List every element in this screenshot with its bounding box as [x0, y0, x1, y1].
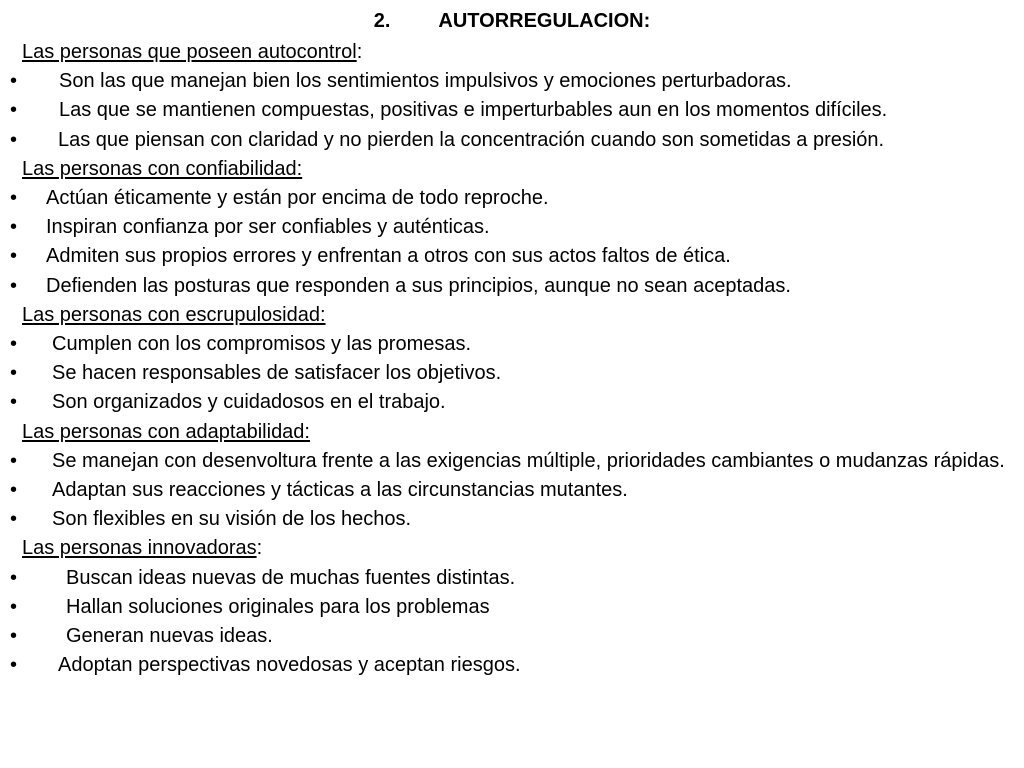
list-item [10, 388, 1014, 417]
list-item-text: Se manejan con desenvoltura frente a las exigencias múltiple, prioridades cambiantes o mudanzas rápidas. [52, 449, 1005, 472]
list-item-text: Adoptan perspectivas novedosas y aceptan riesgos. [58, 654, 521, 677]
section-title: Las personas con escrupulosidad: [22, 303, 326, 326]
list-item-text: Adaptan sus reacciones y tácticas a las circunstancias mutantes. [52, 479, 628, 502]
list-item-text: Defienden las posturas que responden a sus principios, aunque no sean aceptadas. [46, 274, 791, 297]
bullet-icon: • [10, 391, 18, 414]
section-escrupulosidad [10, 301, 1014, 418]
list-item-text: Cumplen con los compromisos y las promesas. [52, 333, 472, 356]
list-item-text: Se hacen responsables de satisfacer los objetivos. [52, 362, 502, 385]
section-title: Las personas que poseen autocontrol: [22, 41, 363, 63]
bullet-icon: • [10, 595, 18, 618]
list-item [10, 184, 1014, 213]
bullet-icon: • [10, 566, 18, 589]
section-title: Las personas innovadoras: [22, 537, 263, 560]
list-item [10, 447, 1014, 476]
bullet-icon: • [10, 245, 18, 268]
bullet-icon: • [10, 333, 18, 356]
bullet-icon: • [10, 187, 18, 210]
page-heading [10, 4, 1014, 38]
bullet-icon: • [10, 449, 18, 472]
bullet-icon: • [10, 508, 18, 531]
list-item-text: Generan nuevas ideas. [66, 625, 273, 648]
list-item-text: Las que piensan con claridad y no pierden la concentración cuando son sometidas a presión. [58, 128, 885, 151]
list-item-text: Admiten sus propios errores y enfrentan a otros con sus actos faltos de ética. [46, 245, 731, 268]
section-title: Las personas con adaptabilidad: [22, 420, 310, 443]
list-item [10, 593, 1014, 622]
list-item [10, 359, 1014, 388]
list-item [10, 651, 1014, 680]
bullet-icon: • [10, 479, 18, 502]
list-item [10, 67, 1014, 96]
list-item-text: Las que se mantienen compuestas, positivas e imperturbables aun en los momentos difíciles. [59, 99, 888, 122]
section-autocontrol [10, 38, 1014, 155]
list-item [10, 213, 1014, 242]
heading-number: 2. [373, 10, 391, 32]
bullet-icon: • [10, 128, 18, 151]
bullet-icon: • [10, 99, 18, 122]
section-title: Las personas con confiabilidad: [22, 157, 303, 180]
bullet-icon: • [10, 216, 18, 239]
list-item-text: Inspiran confianza por ser confiables y auténticas. [46, 216, 490, 239]
bullet-icon: • [10, 654, 18, 677]
list-item [10, 622, 1014, 651]
section-confiabilidad [10, 155, 1014, 301]
bullet-icon: • [10, 274, 18, 297]
list-item-text: Actúan éticamente y están por encima de todo reproche. [46, 187, 549, 210]
list-item-text: Buscan ideas nuevas de muchas fuentes distintas. [66, 566, 516, 589]
bullet-icon: • [10, 625, 18, 648]
list-item-text: Hallan soluciones originales para los problemas [66, 595, 490, 618]
list-item [10, 96, 1014, 125]
bullet-icon: • [10, 70, 18, 93]
list-item [10, 330, 1014, 359]
list-item-text: Son organizados y cuidadosos en el trabajo. [52, 391, 446, 414]
section-adaptabilidad [10, 418, 1014, 535]
section-innovadoras [10, 534, 1014, 680]
list-item-text: Son flexibles en su visión de los hechos. [52, 508, 412, 531]
list-item [10, 272, 1014, 301]
list-item [10, 564, 1014, 593]
list-item [10, 476, 1014, 505]
heading-title: AUTORREGULACION: [438, 10, 651, 32]
bullet-icon: • [10, 362, 18, 385]
list-item [10, 126, 1014, 155]
list-item [10, 242, 1014, 271]
document-content [10, 38, 1014, 680]
list-item [10, 505, 1014, 534]
list-item-text: Son las que manejan bien los sentimientos impulsivos y emociones perturbadoras. [59, 70, 792, 93]
